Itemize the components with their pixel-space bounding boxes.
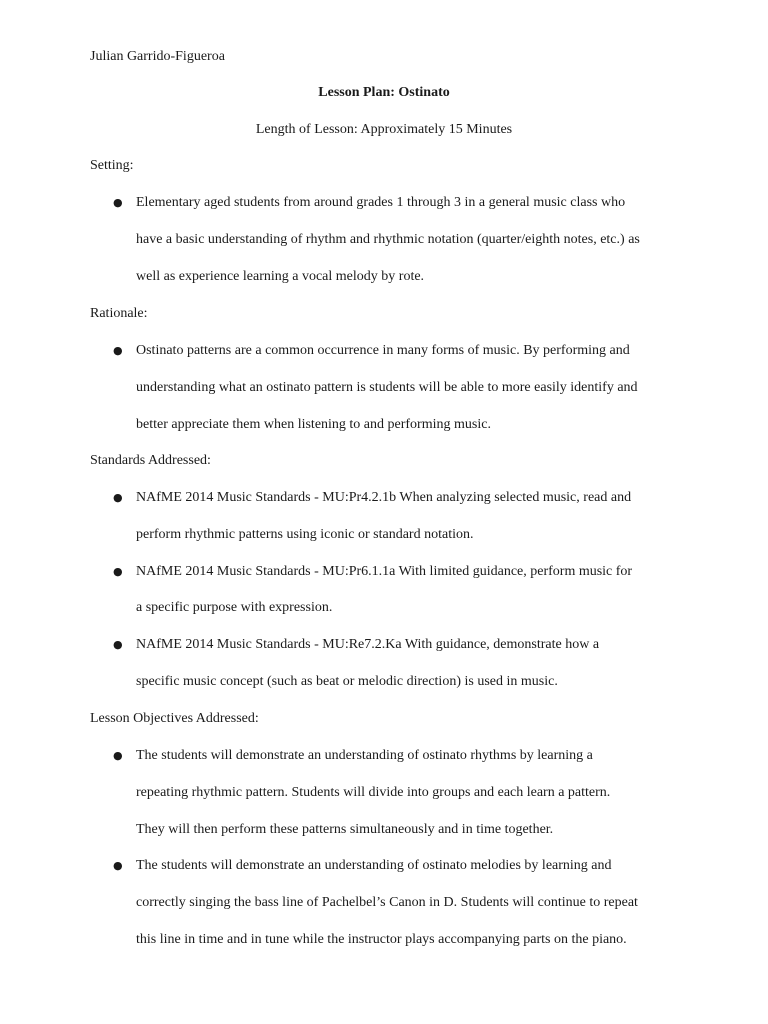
document-title: Lesson Plan: Ostinato — [318, 85, 450, 100]
bullet-icon: ● — [113, 344, 123, 357]
bullet-icon: ● — [113, 196, 123, 209]
list-item-line: They will then perform these patterns simultaneously and in time together. — [136, 822, 554, 837]
list-item-line: understanding what an ostinato pattern is students will be able to more easily identify and — [136, 380, 638, 395]
list-item-line: have a basic understanding of rhythm and rhythmic notation (quarter/eighth notes, etc.) as — [136, 232, 640, 247]
heading-setting: Setting: — [90, 158, 134, 173]
list-item-line: this line in time and in tune while the instructor plays accompanying parts on the piano. — [136, 932, 627, 947]
bullet-icon: ● — [113, 565, 123, 578]
list-item-line: specific music concept (such as beat or melodic direction) is used in music. — [136, 674, 558, 689]
bullet-icon: ● — [113, 638, 123, 651]
list-item-line: a specific purpose with expression. — [136, 600, 333, 615]
list-item-line: better appreciate them when listening to and performing music. — [136, 417, 491, 432]
bullet-icon: ● — [113, 749, 123, 762]
list-item-line: NAfME 2014 Music Standards - MU:Pr6.1.1a With limited guidance, perform music for — [136, 564, 633, 579]
list-item-line: The students will demonstrate an understanding of ostinato melodies by learning and — [136, 858, 612, 873]
list-item-line: Elementary aged students from around grades 1 through 3 in a general music class who — [136, 195, 626, 210]
heading-standards: Standards Addressed: — [90, 453, 211, 468]
list-item-line: The students will demonstrate an understanding of ostinato rhythms by learning a — [136, 748, 593, 763]
list-item-line: perform rhythmic patterns using iconic or standard notation. — [136, 527, 474, 542]
heading-rationale: Rationale: — [90, 306, 148, 321]
list-item-line: NAfME 2014 Music Standards - MU:Pr4.2.1b When analyzing selected music, read and — [136, 490, 632, 505]
list-item-line: correctly singing the bass line of Pachelbel’s Canon in D. Students will continue to repeat — [136, 895, 638, 910]
list-item-line: NAfME 2014 Music Standards - MU:Re7.2.Ka With guidance, demonstrate how a — [136, 637, 600, 652]
author-name: Julian Garrido-Figueroa — [90, 49, 225, 64]
bullet-icon: ● — [113, 859, 123, 872]
list-item-line: Ostinato patterns are a common occurrence in many forms of music. By performing and — [136, 343, 630, 358]
list-item-line: well as experience learning a vocal melody by rote. — [136, 269, 425, 284]
bullet-icon: ● — [113, 491, 123, 504]
heading-objectives: Lesson Objectives Addressed: — [90, 711, 259, 726]
list-item-line: repeating rhythmic pattern. Students will divide into groups and each learn a pattern. — [136, 785, 611, 800]
lesson-length: Length of Lesson: Approximately 15 Minutes — [255, 122, 513, 137]
